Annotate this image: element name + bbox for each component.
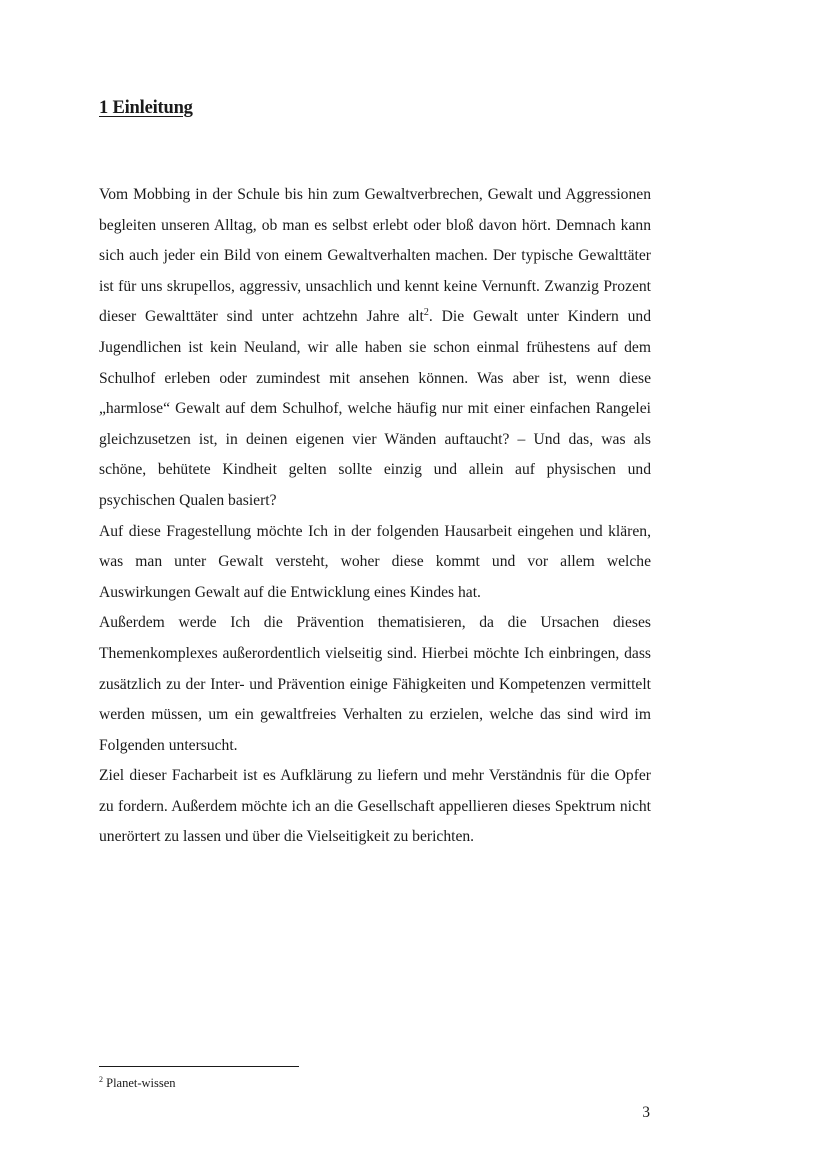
section-heading: 1 Einleitung bbox=[99, 98, 193, 118]
page-number: 3 bbox=[642, 1104, 650, 1121]
paragraph-introduction-part2: . Die Gewalt unter Kindern und Jugendlichen ist kein Neuland, wir alle haben sie schon einmal frühestens auf dem Schulhof erleben oder zumindest mit ansehen können. Was aber ist, wenn diese „harmlose“ Gewalt auf dem Schulhof, welche häufig nur mit einer einfachen Rangelei gleichzusetzen ist, in deinen eigenen vier Wänden auftaucht? – Und das, was als schöne, behütete Kindheit gelten sollte einzig und allein auf physischen und psychischen Qualen basiert? bbox=[99, 308, 651, 509]
footnote-reference[interactable]: 2 bbox=[423, 307, 429, 319]
body-text bbox=[99, 180, 651, 853]
paragraph-introduction bbox=[99, 180, 651, 517]
paragraph-question: Auf diese Fragestellung möchte Ich in der folgenden Hausarbeit eingehen und klären, was man unter Gewalt versteht, woher diese kommt und vor allem welche Auswirkungen Gewalt auf die Entwicklung eines Kindes hat. bbox=[99, 522, 651, 601]
paragraph-goal: Ziel dieser Facharbeit ist es Aufklärung zu liefern und mehr Verständnis für die Opfer zu fordern. Außerdem möchte ich an die Gesellschaft appellieren dieses Spektrum nicht unerörtert zu lassen und über die Vielseitigkeit zu berichten. bbox=[99, 767, 651, 846]
paragraph-introduction-part1: Vom Mobbing in der Schule bis hin zum Gewaltverbrechen, Gewalt und Aggressionen begleiten unseren Alltag, ob man es selbst erlebt oder bloß davon hört. Demnach kann sich auch jeder ein Bild von einem Gewaltverhalten machen. Der typische Gewalttäter ist für uns skrupellos, aggressiv, unsachlich und kennt keine Vernunft. Zwanzig Prozent dieser Gewalttäter sind unter achtzehn Jahre alt bbox=[99, 186, 651, 326]
footnote bbox=[99, 1075, 176, 1091]
footnote-text: Planet-wissen bbox=[103, 1076, 176, 1091]
footnote-marker: 2 bbox=[99, 1075, 103, 1084]
footnote-separator bbox=[99, 1066, 299, 1067]
paragraph-prevention: Außerdem werde Ich die Prävention thematisieren, da die Ursachen dieses Themenkomplexes außerordentlich vielseitig sind. Hierbei möchte Ich einbringen, dass zusätzlich zu der Inter- und Prävention einige Fähigkeiten und Kompetenzen vermittelt werden müssen, um ein gewaltfreies Verhalten zu erzielen, welche das sind wird im Folgenden untersucht. bbox=[99, 614, 651, 754]
